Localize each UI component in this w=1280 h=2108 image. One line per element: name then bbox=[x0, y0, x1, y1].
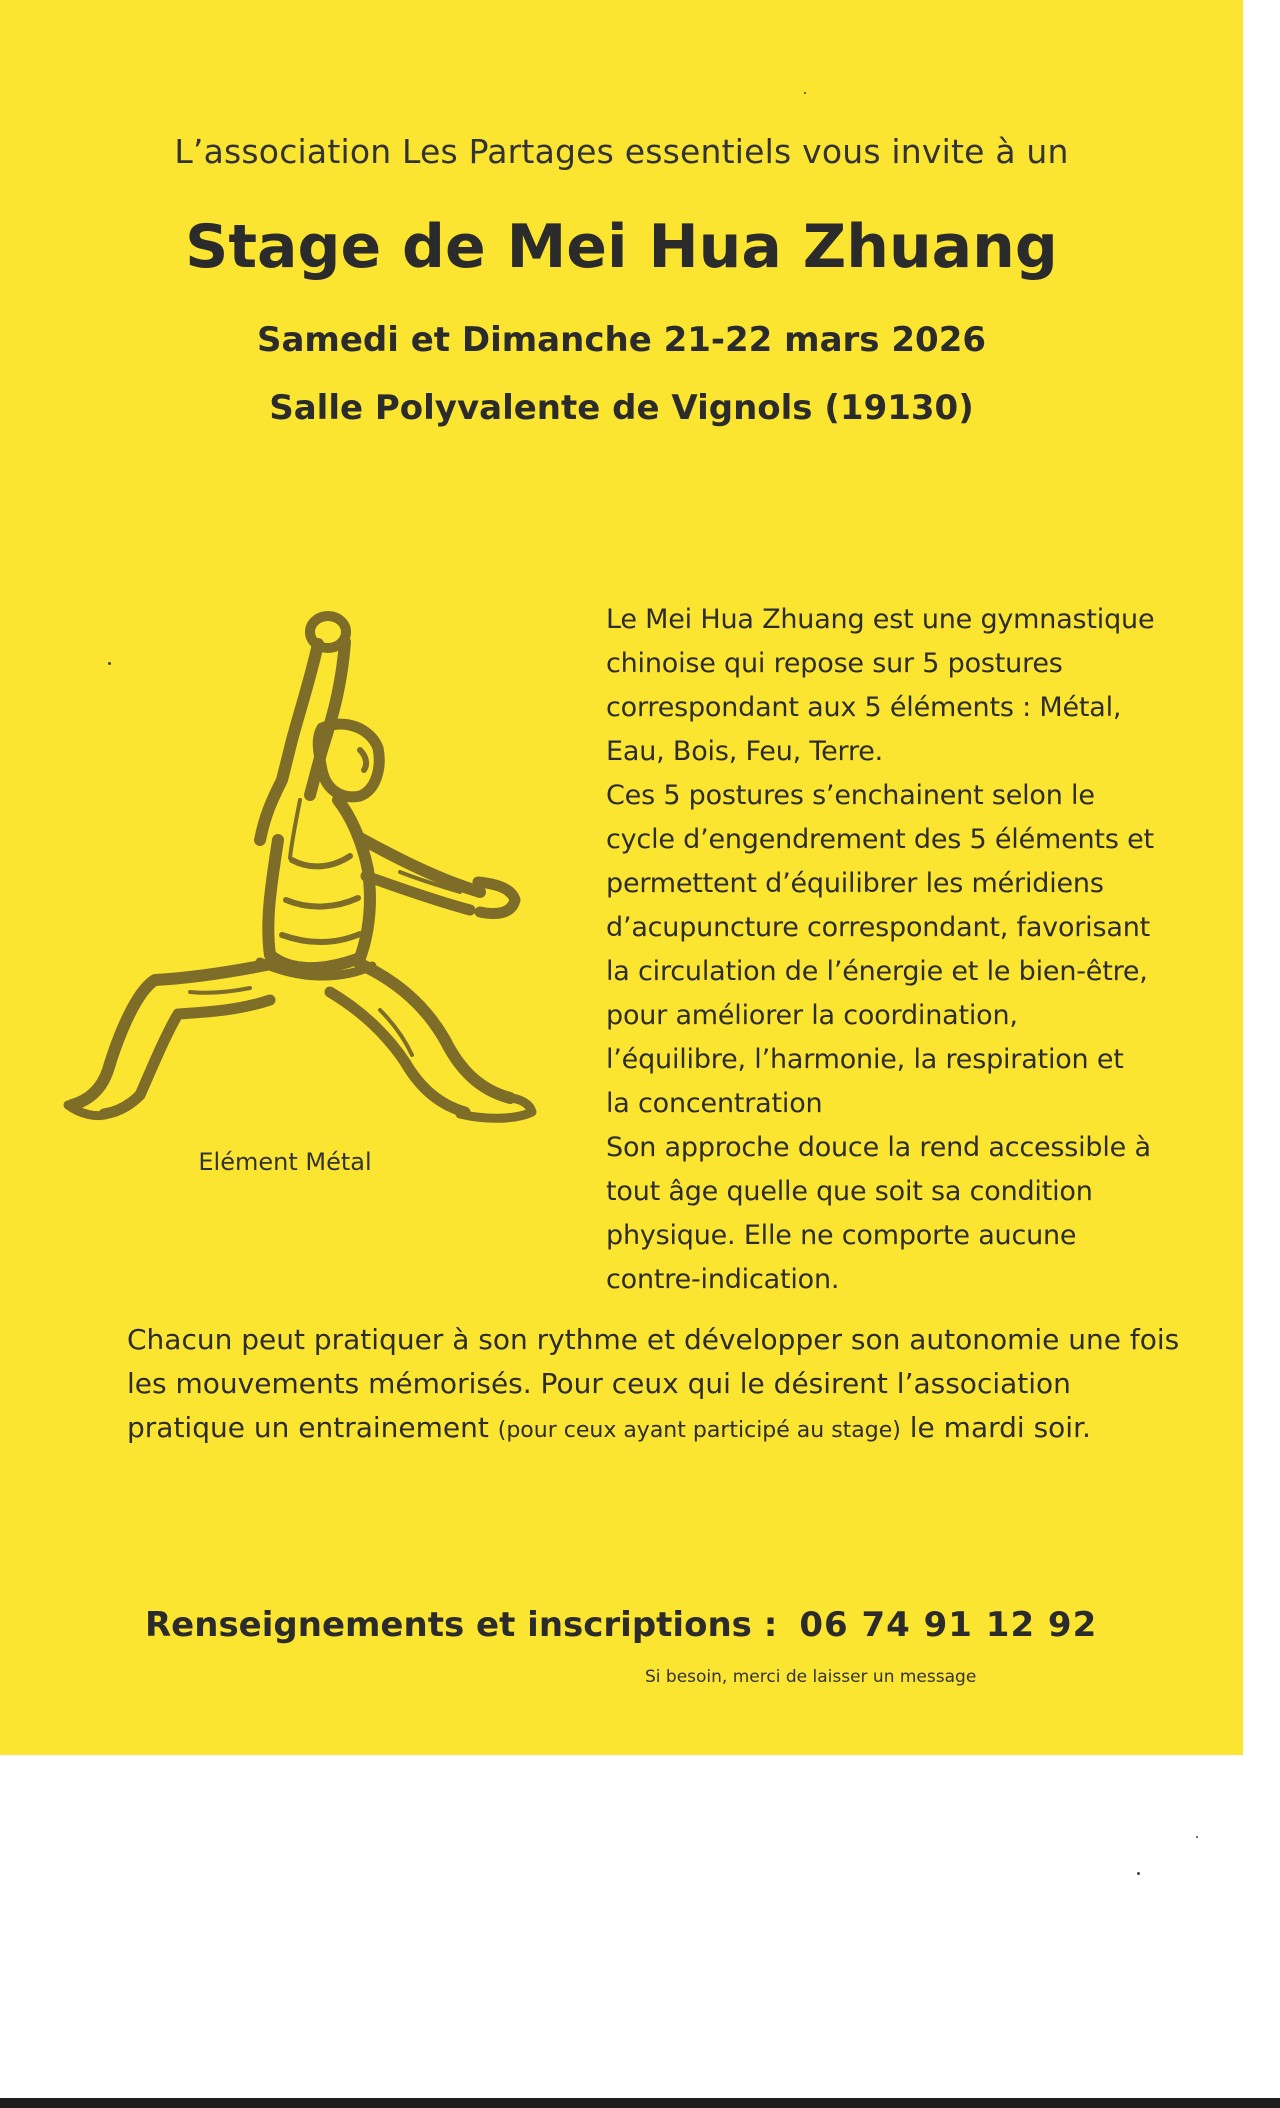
scan-speck bbox=[1196, 1836, 1198, 1838]
description-text bbox=[606, 598, 1186, 1302]
practice-line: Chacun peut pratiquer à son rythme et développer son autonomie une fois bbox=[127, 1323, 1180, 1356]
practice-line bbox=[127, 1406, 1187, 1453]
description-line: permettent d’équilibrer les méridiens bbox=[606, 868, 1104, 899]
scan-speck bbox=[108, 662, 111, 665]
description-line: Son approche douce la rend accessible à bbox=[606, 1132, 1151, 1163]
practice-line-start: pratique un entrainement bbox=[127, 1411, 498, 1444]
scan-speck bbox=[1137, 1872, 1140, 1875]
figure-caption: Elément Métal bbox=[198, 1148, 372, 1176]
practice-line-end: le mardi soir. bbox=[900, 1411, 1091, 1444]
description-line: chinoise qui repose sur 5 postures bbox=[606, 648, 1063, 679]
tai-chi-figure-drawing bbox=[60, 600, 560, 1130]
description-line: l’équilibre, l’harmonie, la respiration et bbox=[606, 1044, 1124, 1075]
description-line: contre-indication. bbox=[606, 1264, 840, 1295]
description-line: pour améliorer la coordination, bbox=[606, 1000, 1018, 1031]
description-line: la concentration bbox=[606, 1088, 823, 1119]
contact-line bbox=[145, 1605, 1195, 1645]
event-date: Samedi et Dimanche 21-22 mars 2026 bbox=[256, 320, 987, 360]
description-line: d’acupuncture correspondant, favorisant bbox=[606, 912, 1150, 943]
intro-text: L’association Les Partages essentiels vous invite à un bbox=[174, 132, 1069, 171]
description-line: Ces 5 postures s’enchainent selon le bbox=[606, 780, 1095, 811]
scan-speck bbox=[804, 92, 806, 94]
event-venue: Salle Polyvalente de Vignols (19130) bbox=[269, 388, 974, 428]
practice-line-note: (pour ceux ayant participé au stage) bbox=[497, 1418, 901, 1443]
contact-phone: 06 74 91 12 92 bbox=[799, 1605, 1098, 1645]
description-line: Le Mei Hua Zhuang est une gymnastique bbox=[606, 604, 1155, 635]
practice-text bbox=[127, 1318, 1187, 1453]
description-line: physique. Elle ne comporte aucune bbox=[606, 1220, 1077, 1251]
page-margin bbox=[1243, 0, 1280, 2108]
description-line: correspondant aux 5 éléments : Métal, bbox=[606, 692, 1122, 723]
practice-line: les mouvements mémorisés. Pour ceux qui le désirent l’association bbox=[127, 1367, 1071, 1400]
scan-edge bbox=[0, 2098, 1280, 2108]
description-line: la circulation de l’énergie et le bien-être, bbox=[606, 956, 1148, 987]
page-title: Stage de Mei Hua Zhuang bbox=[185, 212, 1058, 282]
description-line: Eau, Bois, Feu, Terre. bbox=[606, 736, 884, 767]
contact-note: Si besoin, merci de laisser un message bbox=[645, 1667, 977, 1687]
tai-chi-figure-icon bbox=[60, 600, 560, 1130]
description-line: cycle d’engendrement des 5 éléments et bbox=[606, 824, 1154, 855]
contact-label: Renseignements et inscriptions : bbox=[145, 1605, 778, 1645]
description-line: tout âge quelle que soit sa condition bbox=[606, 1176, 1093, 1207]
